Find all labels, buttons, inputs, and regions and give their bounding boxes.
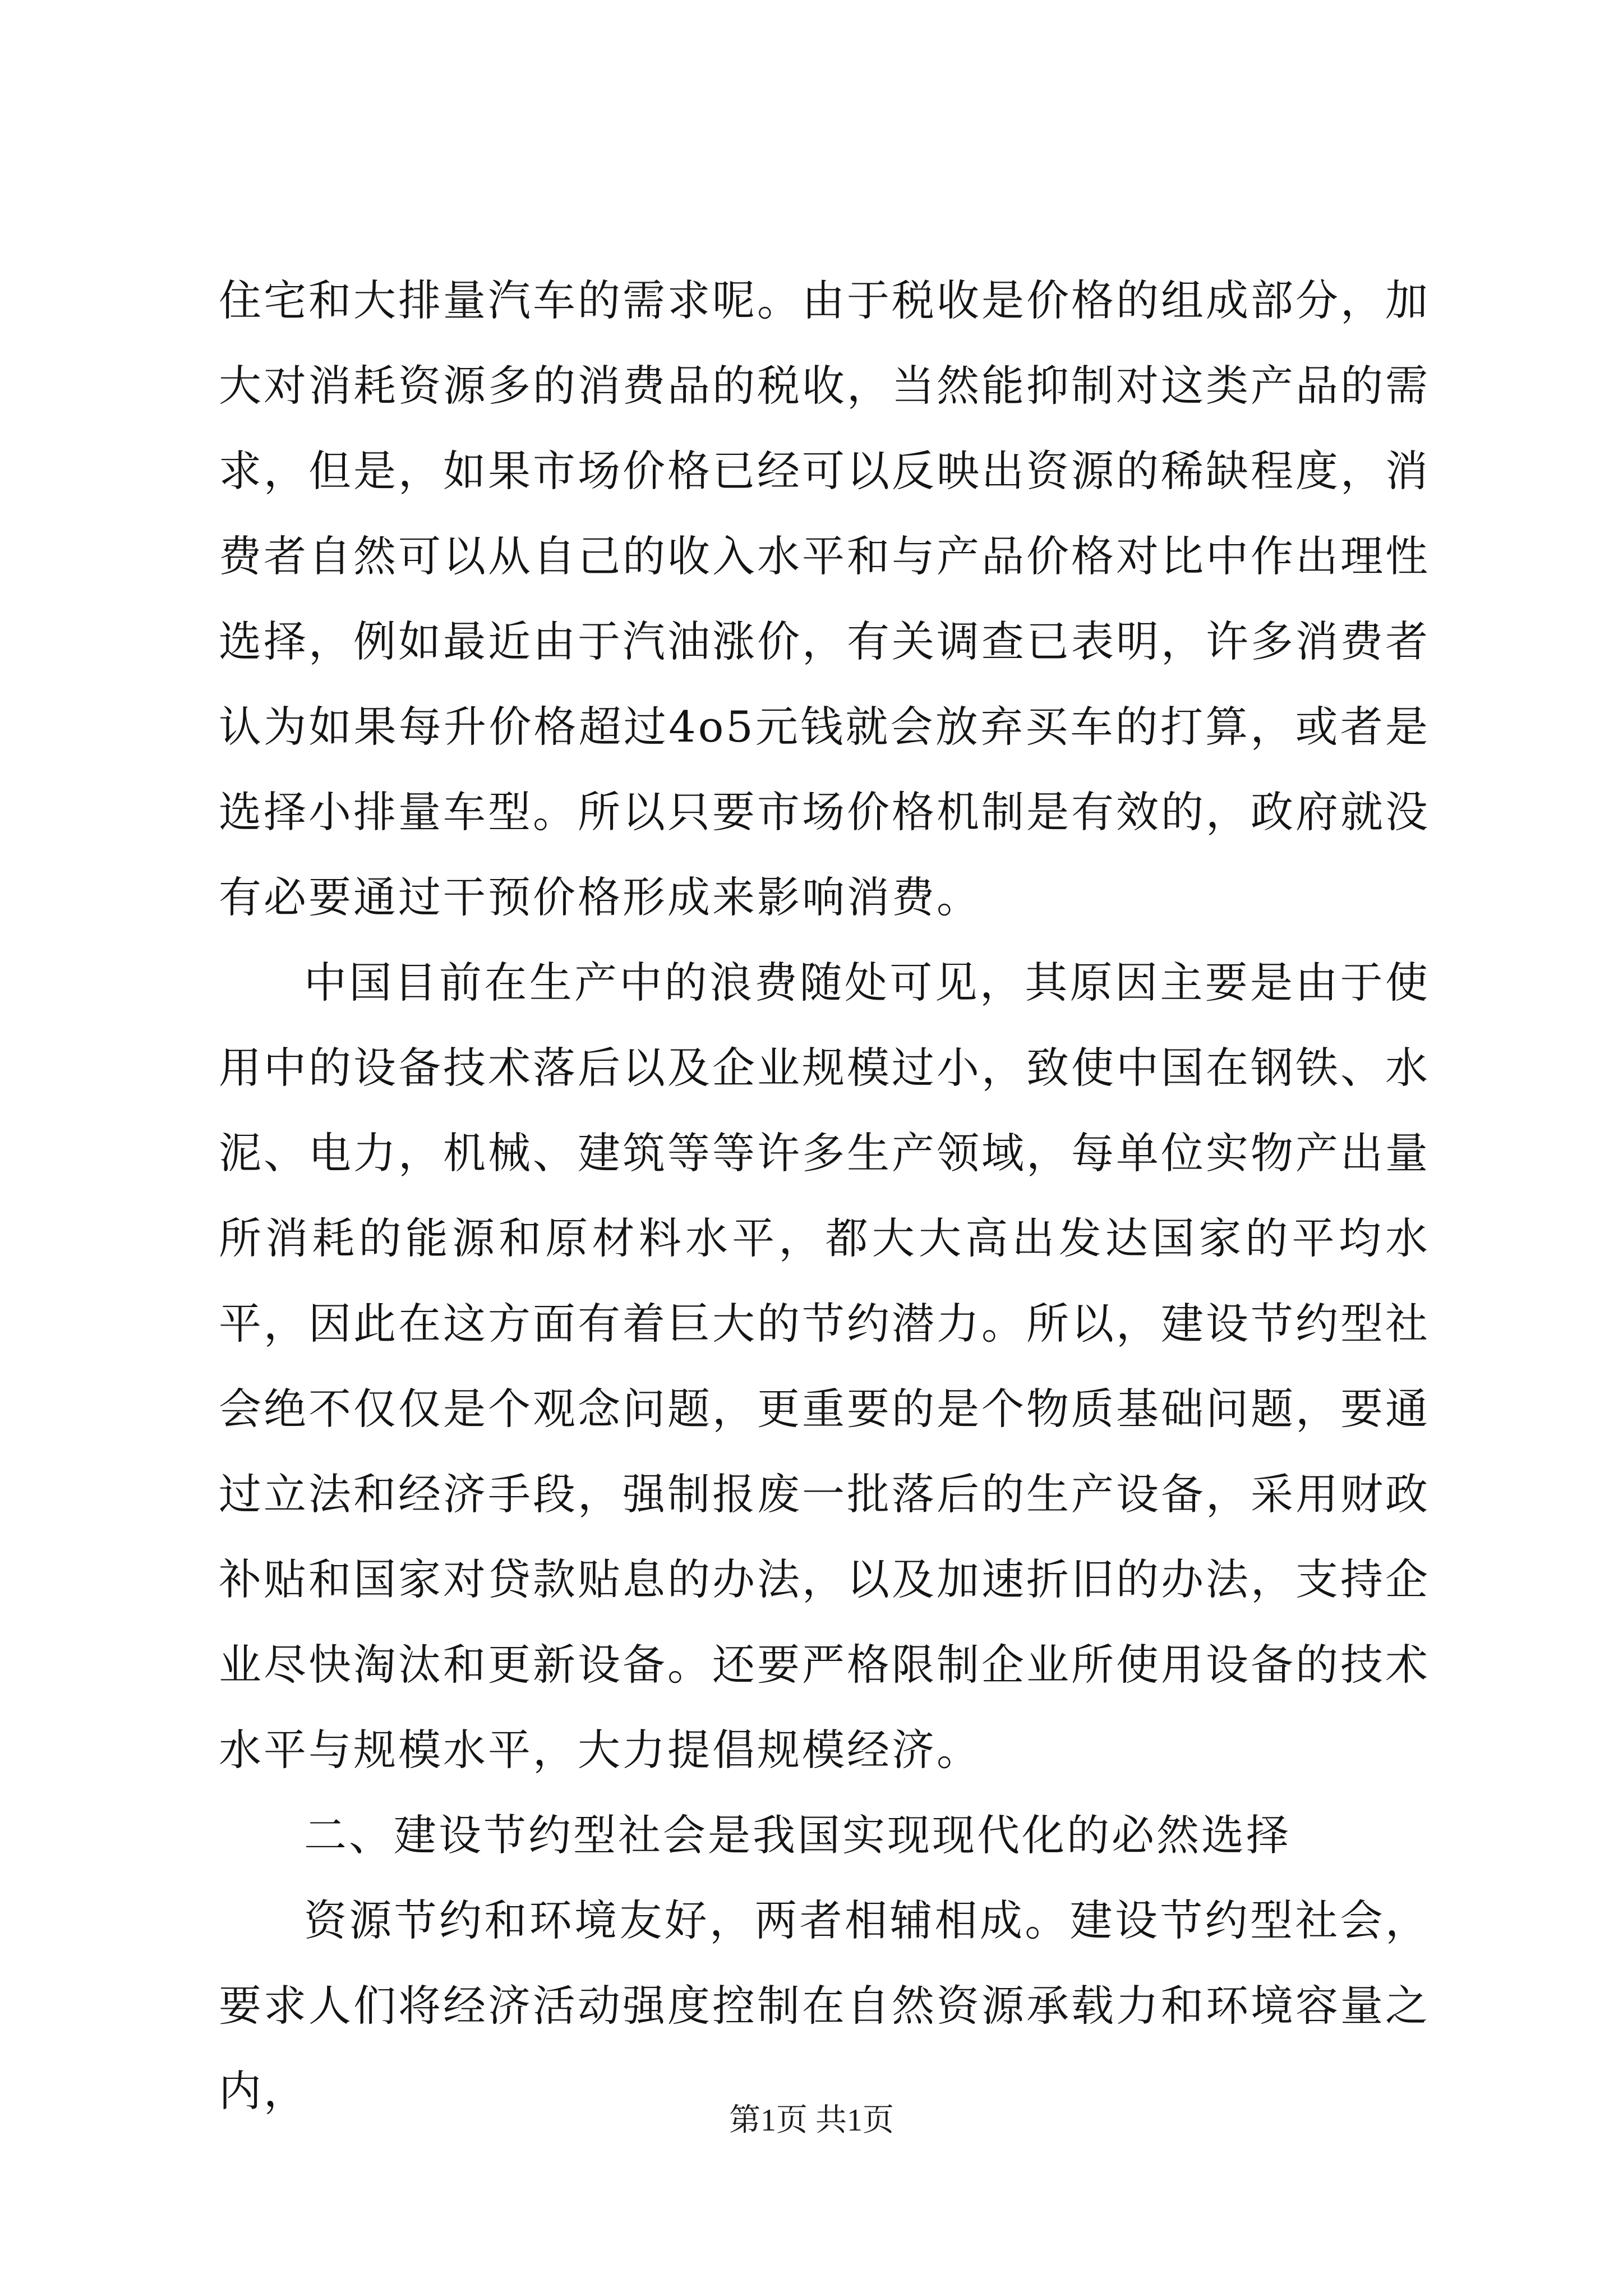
page-number-footer: 第1页 共1页 — [729, 2103, 894, 2138]
section-heading: 二、建设节约型社会是我国实现现代化的必然选择 — [304, 1810, 1291, 1860]
document-body — [219, 258, 1430, 2134]
paragraph-continuation: 住宅和大排量汽车的需求呢。由于税收是价格的组成部分，加大对消耗资源多的消费品的税收，当然能抑制对这类产品的需求，但是，如果市场价格已经可以反映出资源的稀缺程度，消费者自然可以从自己的收入水平和与产品价格对比中作出理性选择，例如最近由于汽油涨价，有关调查已表明，许多消费者认为如果每升价格超过4o5元钱就会放弃买车的打算，或者是选择小排量车型。所以只要市场价格机制是有效的，政府就没有必要通过干预价格形成来影响消费。 — [219, 275, 1430, 922]
paragraph-waste-in-production: 中国目前在生产中的浪费随处可见，其原因主要是由于使用中的设备技术落后以及企业规模过小，致使中国在钢铁、水泥、电力，机械、建筑等等许多生产领域，每单位实物产出量所消耗的能源和原材料水平，都大大高出发达国家的平均水平，因此在这方面有着巨大的节约潜力。所以，建设节约型社会绝不仅仅是个观念问题，更重要的是个物质基础问题，要通过立法和经济手段，强制报废一批落后的生产设备，采用财政补贴和国家对贷款贴息的办法，以及加速折旧的办法，支持企业尽快淘汰和更新设备。还要严格限制企业所使用设备的技术水平与规模水平，大力提倡规模经济。 — [219, 958, 1430, 1775]
paragraph-resources-environment: 资源节约和环境友好，两者相辅相成。建设节约型社会，要求人们将经济活动强度控制在自然资源承载力和环境容量之内， — [219, 1895, 1430, 2116]
